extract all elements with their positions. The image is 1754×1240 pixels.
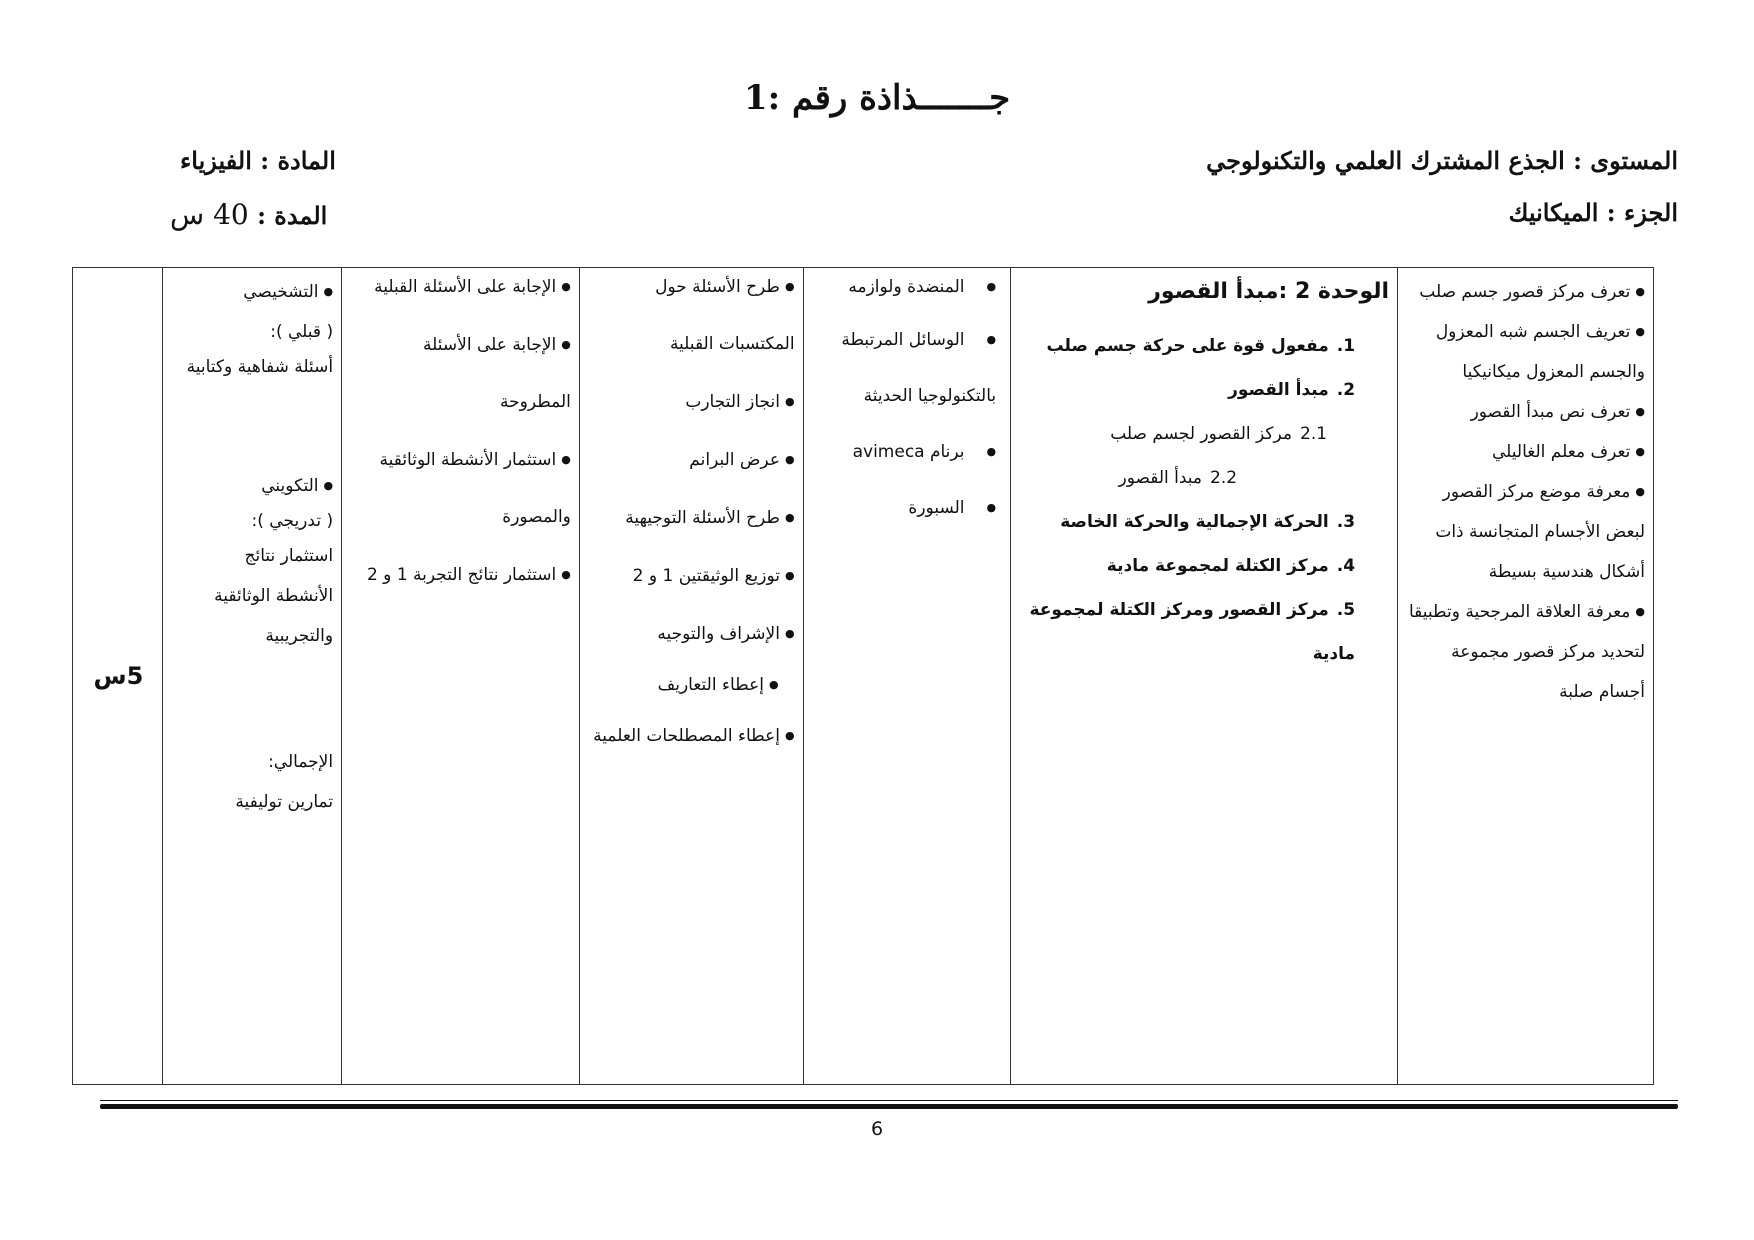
learner-activities-list xyxy=(352,258,571,604)
item-number: 3. xyxy=(1336,512,1356,532)
duration-label-text: المدة : xyxy=(257,201,328,230)
list-item: ● معرفة موضع مركز القصور لبعض الأجسام المتجانسة ذات أشكال هندسية بسيطة xyxy=(1408,472,1645,592)
teacher-activities-cell xyxy=(579,268,803,1085)
list-item: ● إعطاء التعاريف xyxy=(590,663,795,707)
item-number: 4. xyxy=(1336,556,1356,576)
item-number: 5. xyxy=(1336,600,1356,620)
eval-diagnostic-desc: أسئلة شفاهية وكتابية xyxy=(186,357,334,377)
list-item xyxy=(1021,544,1355,588)
eval-diagnostic-type: ( قبلي ): xyxy=(270,322,334,342)
materials-cell xyxy=(803,268,1011,1085)
list-item: ● استثمار نتائج التجربة 1 و 2 xyxy=(352,546,571,604)
spacer xyxy=(173,656,333,742)
eval-formative-desc: استثمار نتائج الأنشطة الوثائقية والتجريبية xyxy=(214,546,334,646)
materials-list xyxy=(814,272,997,536)
list-item: ● إعطاء المصطلحات العلمية xyxy=(590,707,795,765)
list-item: ● السبورة xyxy=(814,480,997,536)
footer-rule xyxy=(100,1104,1678,1109)
list-item: ● الوسائل المرتبطة بالتكنولوجيا الحديثة xyxy=(814,312,997,424)
list-item: ● تعرف نص مبدأ القصور xyxy=(1408,392,1645,432)
list-item: ● معرفة العلاقة المرجحية وتطبيقا لتحديد مركز قصور مجموعة أجسام صلبة xyxy=(1408,592,1645,712)
item-text: مبدأ القصور xyxy=(1228,380,1329,400)
duration-value: 40 س xyxy=(170,198,249,231)
item-text: مركز القصور ومركز الكتلة لمجموعة مادية xyxy=(1029,600,1356,664)
level-label: المستوى : الجذع المشترك العلمي والتكنولوجي xyxy=(1206,146,1678,175)
evaluation-cell xyxy=(162,268,341,1085)
item-number: 2.2 xyxy=(1210,468,1238,488)
list-item: ● طرح الأسئلة التوجيهية xyxy=(590,489,795,547)
list-item xyxy=(1021,500,1355,544)
page-number: 6 xyxy=(870,1118,884,1140)
sheet-title: جـــــــذاذة رقم :1 xyxy=(743,78,1011,118)
list-item: ● عرض البرانم xyxy=(590,431,795,489)
unit-title: الوحدة 2 :مبدأ القصور xyxy=(1148,279,1390,304)
item-text: مركز القصور لجسم صلب xyxy=(1110,424,1293,444)
time-cell: 5س xyxy=(73,268,163,1085)
list-item xyxy=(1021,412,1355,456)
lesson-plan-table xyxy=(72,267,1654,1085)
eval-diagnostic-title: ● التشخيصي xyxy=(173,272,333,312)
content-list xyxy=(1021,324,1389,676)
spacer xyxy=(173,382,333,466)
item-text: مركز الكتلة لمجموعة مادية xyxy=(1106,556,1329,576)
footer-rule-thin xyxy=(100,1100,1678,1101)
list-item: ● توزيع الوثيقتين 1 و 2 xyxy=(590,547,795,605)
evaluation-list xyxy=(173,466,333,506)
teacher-activities-list xyxy=(590,258,795,765)
item-text: مبدأ القصور xyxy=(1118,468,1203,488)
list-item xyxy=(1021,456,1355,500)
content-cell xyxy=(1011,268,1398,1085)
list-item: ● الإجابة على الأسئلة المطروحة xyxy=(352,316,571,431)
learner-activities-cell xyxy=(342,268,580,1085)
part-label: الجزء : الميكانيك xyxy=(1508,198,1678,227)
list-item: ● انجاز التجارب xyxy=(590,373,795,431)
subject-label: المادة : الفيزياء xyxy=(180,146,336,175)
list-item: ● برنام avimeca xyxy=(814,424,997,480)
list-item: ● تعرف مركز قصور جسم صلب xyxy=(1408,272,1645,312)
eval-summative-desc: تمارين توليفية xyxy=(235,792,334,812)
table-row xyxy=(73,268,1654,1085)
list-item: ● الإجابة على الأسئلة القبلية xyxy=(352,258,571,316)
eval-formative-type: ( تدريجي ): xyxy=(251,511,334,531)
list-item xyxy=(1021,588,1355,676)
list-item: ● الإشراف والتوجيه xyxy=(590,605,795,663)
item-number: 1. xyxy=(1336,336,1356,356)
objectives-list xyxy=(1408,272,1645,712)
list-item: ● تعريف الجسم شبه المعزول والجسم المعزول ميكانيكيا xyxy=(1408,312,1645,392)
eval-formative-title: ● التكويني xyxy=(173,466,333,506)
evaluation-list xyxy=(173,272,333,312)
list-item: ● استثمار الأنشطة الوثائقية والمصورة xyxy=(352,431,571,546)
list-item: ● تعرف معلم الغاليلي xyxy=(1408,432,1645,472)
list-item xyxy=(1021,368,1355,412)
duration-label xyxy=(170,198,327,231)
list-item: ● المنضدة ولوازمه xyxy=(814,272,997,300)
item-text: مفعول قوة على حركة جسم صلب xyxy=(1046,336,1329,356)
eval-summative-title: الإجمالي: xyxy=(268,752,334,772)
item-number: 2.1 xyxy=(1300,424,1328,444)
list-item xyxy=(1021,324,1355,368)
item-text: الحركة الإجمالية والحركة الخاصة xyxy=(1060,512,1329,532)
list-item: ● طرح الأسئلة حول المكتسبات القبلية xyxy=(590,258,795,373)
objectives-cell xyxy=(1398,268,1654,1085)
item-number: 2. xyxy=(1336,380,1356,400)
